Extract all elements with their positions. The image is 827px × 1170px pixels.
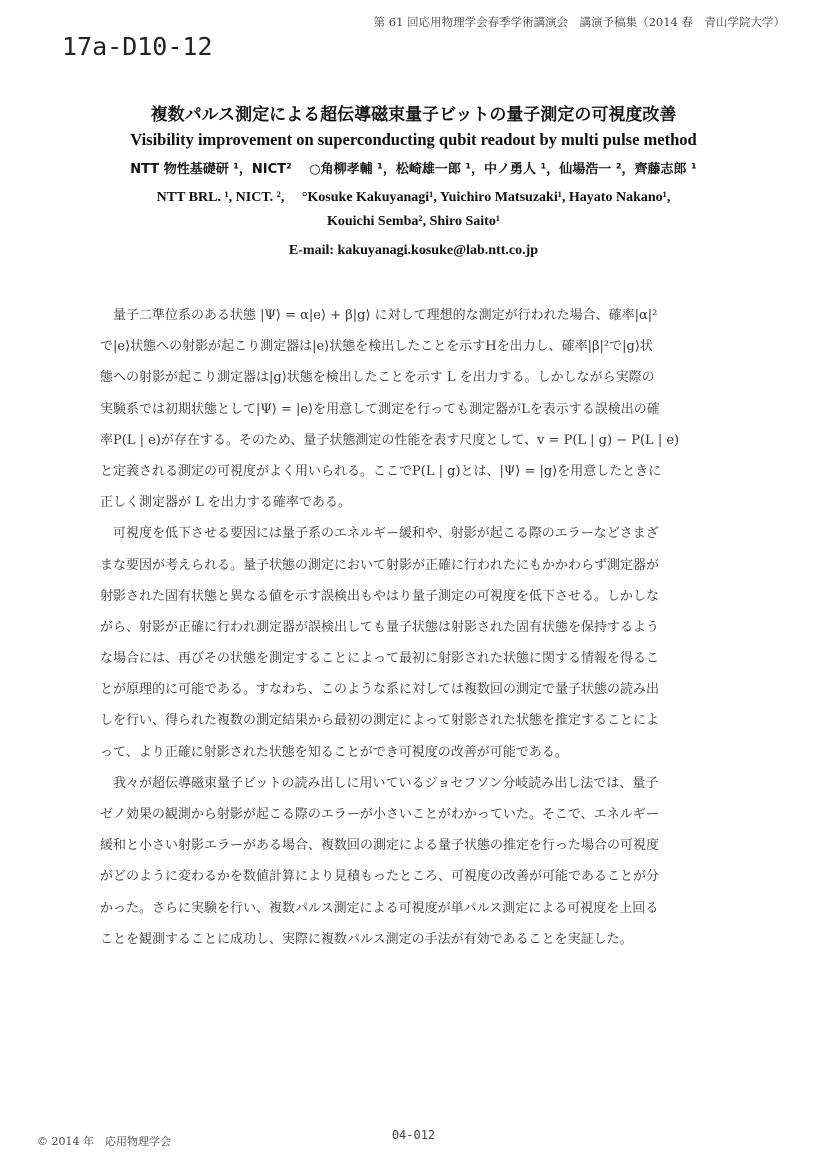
body-line: 我々が超伝導磁束量子ビットの読み出しに用いているジョセフソン分岐読み出し法では、量子 — [113, 775, 659, 791]
paragraph-1 — [100, 300, 728, 518]
body-line: まな要因が考えられる。量子状態の測定において射影が正確に行われたにもかかわらず測定器が — [100, 557, 660, 573]
abstract-body — [100, 300, 728, 955]
body-line: 射影された固有状態と異なる値を示す誤検出もやはり量子測定の可視度を低下させる。しかしな — [100, 588, 660, 604]
body-line: しを行い、得られた複数の測定結果から最初の測定によって射影された状態を推定することによ — [100, 713, 660, 729]
body-line: と定義される測定の可視度がよく用いられる。ここでP(L | g)とは、|Ψ⟩ = |g⟩を用意したときに — [100, 463, 662, 479]
author-email: E-mail: kakuyanagi.kosuke@lab.ntt.co.jp — [288, 243, 539, 258]
authors-english-line2: Kouichi Semba², Shiro Saito¹ — [326, 214, 501, 229]
body-line: ことを観測することに成功し、実際に複数パルス測定の手法が有効であることを実証した。 — [100, 931, 633, 947]
body-line: がら、射影が正確に行われ測定器が誤検出しても量子状態は射影された固有状態を保持するよう — [100, 619, 660, 635]
body-line: とが原理的に可能である。すなわち、このような系に対しては複数回の測定で量子状態の読み出 — [100, 682, 660, 698]
paragraph-3 — [100, 768, 728, 955]
authors-japanese: NTT 物性基礎研 ¹，NICT² ○角柳孝輔 ¹，松崎雄一郎 ¹，中ノ勇人 ¹，仙場浩一 ²，齊藤志郎 ¹ — [130, 162, 697, 177]
title-japanese: 複数パルス測定による超伝導磁束量子ビットの量子測定の可視度改善 — [150, 105, 677, 125]
body-line: 率P(L | e)が存在する。そのため、量子状態測定の性能を表す尺度として、v = P(L | g) − P(L | e) — [100, 432, 680, 448]
body-line: 緩和と小さい射影エラーがある場合、複数回の測定による量子状態の推定を行った場合の可視度 — [100, 838, 660, 854]
body-line: ゼノ効果の観測から射影が起こる際のエラーが小さいことがわかっていた。そこで、エネルギー — [100, 807, 659, 822]
page-number: 04-012 — [391, 1128, 436, 1142]
conference-header: 第 61 回応用物理学会春季学術講演会 講演予稿集（2014 春 青山学院大学） — [373, 15, 785, 29]
body-line: 態への射影が起こり測定器は|g⟩状態を検出したことを示す L を出力する。しかしながら実際の — [100, 370, 655, 386]
body-line: がどのように変わるかを数値計算により見積もったところ、可視度の改善が可能であることが分 — [100, 869, 660, 885]
body-line: って、より正確に射影された状態を知ることができ可視度の改善が可能である。 — [100, 744, 568, 760]
title-english: Visibility improvement on superconducting qubit readout by multi pulse method — [130, 130, 697, 149]
copyright: © 2014 年 応用物理学会 — [37, 1135, 171, 1148]
body-line: かった。さらに実験を行い、複数パルス測定による可視度が単パルス測定による可視度を上回る — [100, 900, 659, 916]
authors-english-line1: NTT BRL. ¹, NICT. ², °Kosuke Kakuyanagi¹, Yuichiro Matsuzaki¹, Hayato Nakano¹, — [156, 190, 671, 205]
body-line: 正しく測定器が L を出力する確率である。 — [100, 495, 351, 511]
body-line: で|e⟩状態への射影が起こり測定器は|e⟩状態を検出したことを示すHを出力し、確率|β|²で|g⟩状 — [100, 339, 653, 355]
body-line: 量子二準位系のある状態 |Ψ⟩ = α|e⟩ + β|g⟩ に対して理想的な測定が行われた場合、確率|α|² — [113, 308, 658, 323]
body-line: 実験系では初期状態として|Ψ⟩ = |e⟩を用意して測定を行っても測定器がLを表示する誤検出の確 — [100, 401, 660, 417]
body-line: 可視度を低下させる要因には量子系のエネルギー緩和や、射影が起こる際のエラーなどさまざ — [113, 526, 659, 542]
body-line: な場合には、再びその状態を測定することによって最初に射影された状態に関する情報を得るこ — [100, 651, 660, 667]
paper-code: 17a-D10-12 — [62, 32, 213, 61]
paragraph-2 — [100, 518, 728, 768]
